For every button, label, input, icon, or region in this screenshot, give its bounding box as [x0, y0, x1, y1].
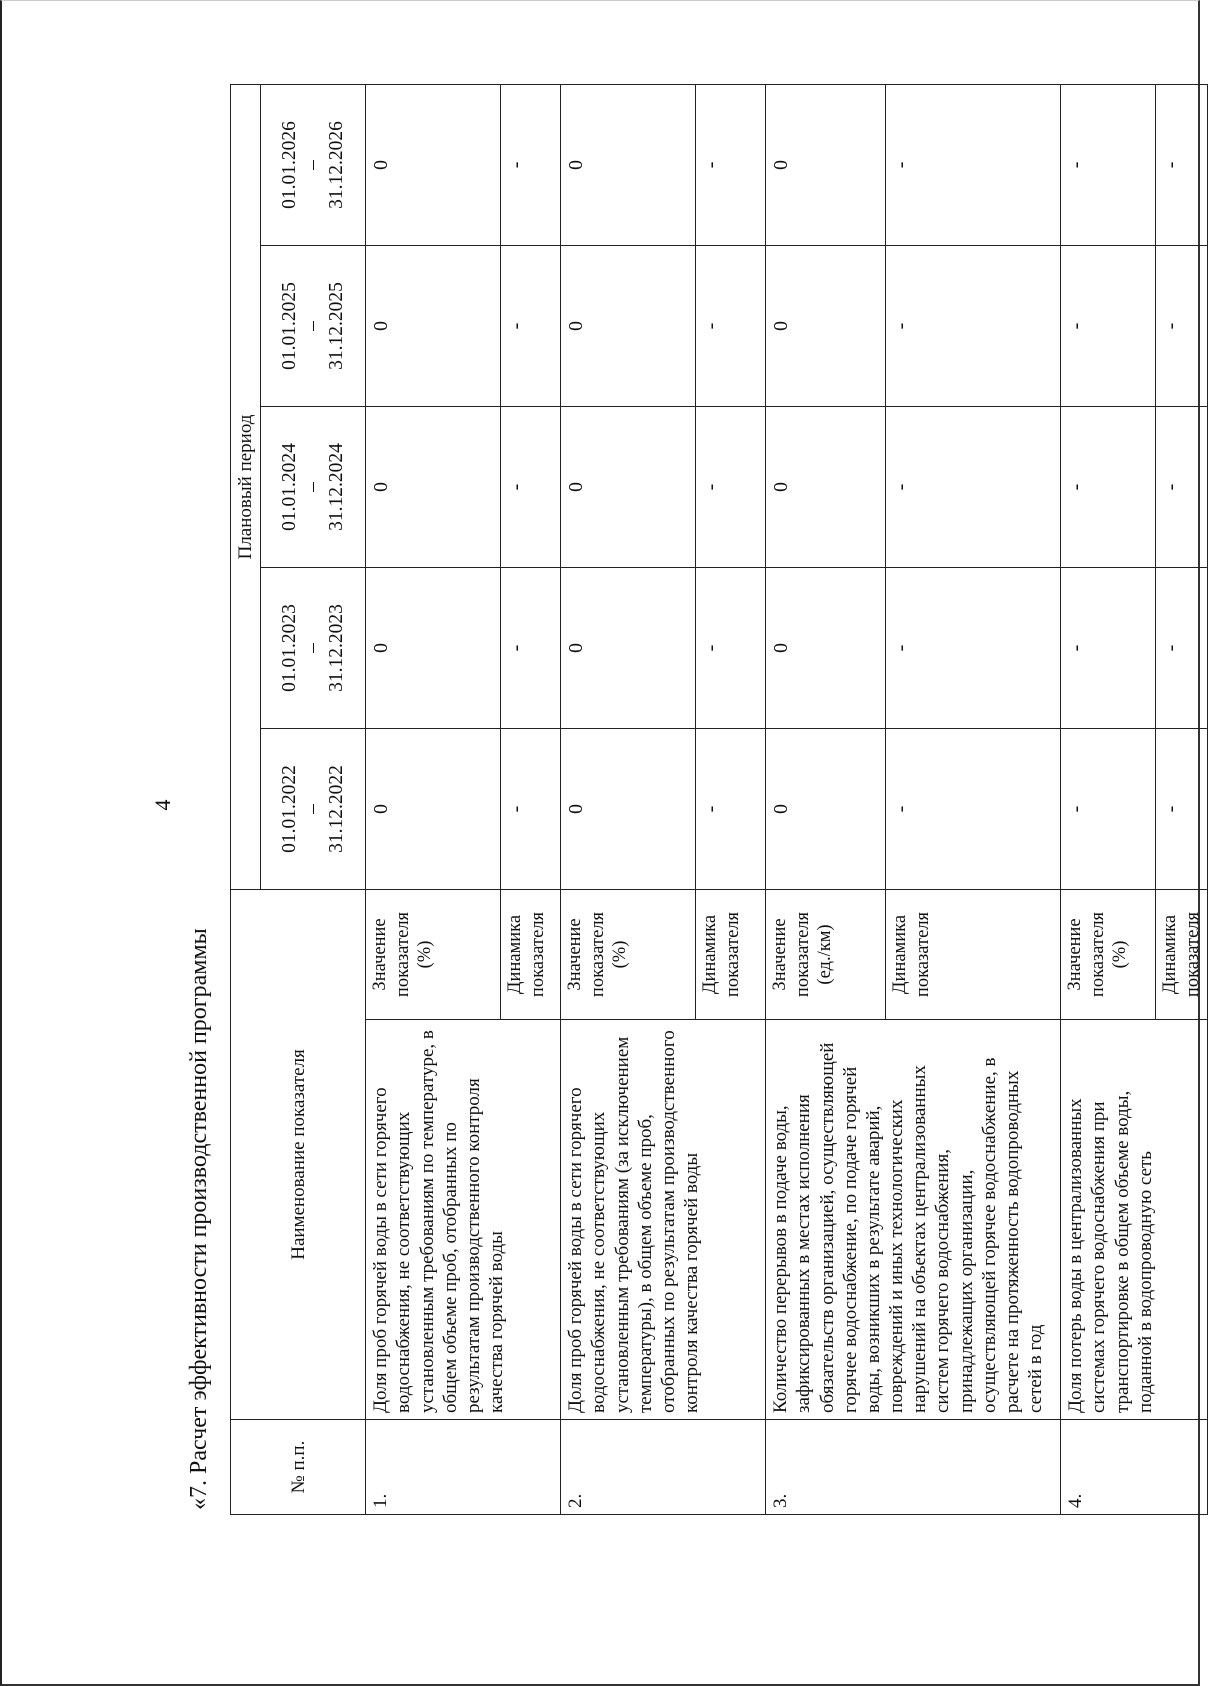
dynamics-cell: -	[696, 245, 766, 406]
dynamics-label: Динамика показателя	[696, 889, 766, 1019]
value-cell: 0	[766, 406, 886, 567]
dynamics-cell: -	[696, 406, 766, 567]
dynamics-cell: -	[1156, 84, 1208, 245]
value-cell: 0	[366, 245, 501, 406]
period-header-2	[261, 567, 366, 728]
rotated-sheet	[150, 85, 1203, 1515]
value-cell: 0	[766, 245, 886, 406]
period-dash: –	[302, 321, 324, 331]
indicator-name: Доля потерь воды в централизованных системах горячего водоснабжения при транспортировке в общем объеме воды, поданной в водопроводную сеть	[1061, 1020, 1208, 1420]
value-cell: 0	[766, 728, 886, 889]
dynamics-label: Динамика показателя	[1156, 889, 1208, 1019]
dynamics-cell: -	[501, 245, 561, 406]
table-body	[366, 84, 1208, 1514]
value-cell: 0	[561, 728, 696, 889]
period-dash: –	[302, 160, 324, 170]
dynamics-label: Динамика показателя	[886, 889, 1061, 1019]
header-period: Плановый период	[231, 84, 261, 889]
dynamics-cell: -	[1156, 728, 1208, 889]
value-cell: -	[1061, 728, 1156, 889]
value-cell: -	[1061, 567, 1156, 728]
header-num: № п.п.	[231, 1420, 366, 1515]
period-start: 01.01.2026	[278, 121, 300, 209]
period-start: 01.01.2025	[278, 282, 300, 370]
row-number: 4.	[1061, 1420, 1208, 1515]
value-label: Значение показателя (ед./км)	[766, 889, 886, 1019]
dynamics-label: Динамика показателя	[501, 889, 561, 1019]
indicator-name: Доля проб горячей воды в сети горячего водоснабжения, не соответствующих установленным требованиям (за исключением температуры), в общем объеме проб, отобранных по результатам производственного контроля качества горячей воды	[561, 1020, 766, 1420]
dynamics-cell: -	[696, 84, 766, 245]
period-start: 01.01.2024	[278, 443, 300, 531]
dynamics-cell: -	[886, 567, 1061, 728]
dynamics-cell: -	[501, 406, 561, 567]
period-header-1	[261, 728, 366, 889]
value-cell: 0	[561, 567, 696, 728]
value-cell: 0	[366, 406, 501, 567]
period-end: 31.12.2024	[326, 443, 348, 531]
indicator-name: Доля проб горячей воды в сети горячего водоснабжения, не соответствующих установленным требованиям по температуре, в общем объеме проб, отобранных по результатам производственного контроля качества горячей воды	[366, 1020, 561, 1420]
dynamics-cell: -	[886, 84, 1061, 245]
dynamics-cell: -	[501, 728, 561, 889]
value-cell: 0	[766, 567, 886, 728]
value-cell: 0	[366, 567, 501, 728]
table-row	[766, 84, 886, 1514]
indicator-name: Количество перерывов в подаче воды, зафиксированных в местах исполнения обязательств организацией, осуществляющей горячее водоснабжение, по подаче горячей воды, возникших в результате аварий, повреждений и иных технологических нарушений на объектах централизованных систем горячего водоснабжения, принадлежащих организации, осуществляющей горячее водоснабжение, в расчете на протяженность водопроводных сетей в год	[766, 1020, 1061, 1420]
section-title: «7. Расчет эффективности производственной программы	[186, 928, 212, 1510]
value-cell: 0	[366, 84, 501, 245]
period-start: 01.01.2023	[278, 604, 300, 692]
value-cell: -	[1061, 245, 1156, 406]
dynamics-cell: -	[886, 728, 1061, 889]
value-cell: 0	[366, 728, 501, 889]
dynamics-cell: -	[696, 728, 766, 889]
row-number: 2.	[561, 1420, 766, 1515]
table-row	[366, 84, 501, 1514]
page-number: 4	[150, 799, 175, 811]
period-start: 01.01.2022	[278, 765, 300, 853]
dynamics-cell: -	[886, 245, 1061, 406]
dynamics-cell: -	[1156, 406, 1208, 567]
table-row	[1061, 84, 1156, 1514]
period-header-4	[261, 245, 366, 406]
value-cell: -	[1061, 84, 1156, 245]
dynamics-cell: -	[696, 567, 766, 728]
period-header-5	[261, 84, 366, 245]
period-dash: –	[302, 482, 324, 492]
header-name: Наименование показателя	[231, 889, 366, 1419]
period-end: 31.12.2025	[326, 282, 348, 370]
value-cell: 0	[766, 84, 886, 245]
efficiency-table	[230, 84, 1208, 1515]
value-label: Значение показателя (%)	[366, 889, 501, 1019]
period-header-3	[261, 406, 366, 567]
dynamics-cell: -	[886, 406, 1061, 567]
period-dash: –	[302, 643, 324, 653]
dynamics-cell: -	[501, 567, 561, 728]
period-end: 31.12.2022	[326, 765, 348, 853]
value-label: Значение показателя (%)	[561, 889, 696, 1019]
dynamics-cell: -	[1156, 567, 1208, 728]
period-end: 31.12.2026	[326, 121, 348, 209]
value-cell: 0	[561, 406, 696, 567]
table-row	[561, 84, 696, 1514]
value-cell: 0	[561, 245, 696, 406]
value-cell: 0	[561, 84, 696, 245]
row-number: 3.	[766, 1420, 1061, 1515]
period-dash: –	[302, 804, 324, 814]
value-cell: -	[1061, 406, 1156, 567]
period-end: 31.12.2023	[326, 604, 348, 692]
dynamics-cell: -	[501, 84, 561, 245]
value-label: Значение показателя (%)	[1061, 889, 1156, 1019]
row-number: 1.	[366, 1420, 561, 1515]
dynamics-cell: -	[1156, 245, 1208, 406]
